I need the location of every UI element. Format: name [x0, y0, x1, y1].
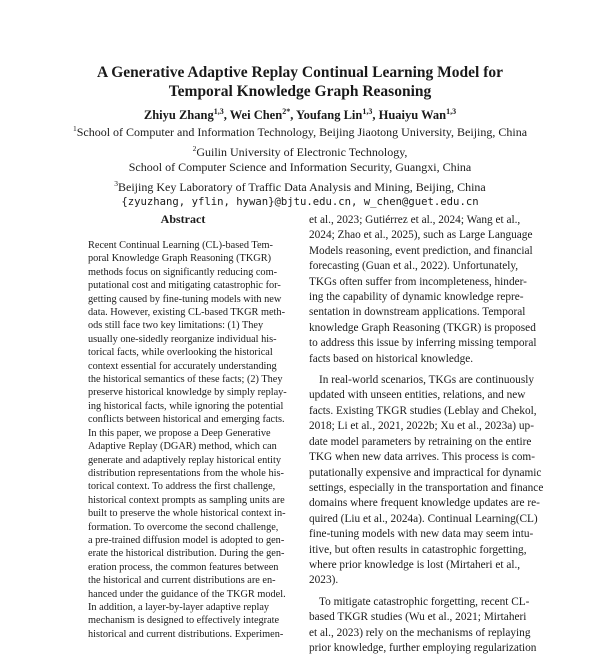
text-line: updated with unseen entities, relations, and new	[309, 389, 526, 402]
abstract-heading: Abstract	[160, 212, 206, 226]
affiliation-1: $^1$School of Computer and Information Technology, Beijing Jiaotong University, Beijing, China	[72, 124, 528, 139]
text-line: ing historical facts, while ignoring the potential	[88, 400, 284, 412]
text-line: In real-world scenarios, TKGs are continuously	[319, 374, 534, 387]
text-line: methods focus on significantly reducing com-	[88, 266, 278, 278]
text-line: conflicts between historical and emerging facts.	[88, 414, 285, 426]
text-line: to address this issue by inferring missing temporal	[309, 337, 537, 350]
text-line: formation. To overcome the second challenge,	[88, 521, 279, 533]
text-line: poral Knowledge Graph Reasoning (TKGR)	[88, 253, 272, 265]
text-line: To mitigate catastrophic forgetting, recent CL-	[319, 595, 530, 608]
text-line: mechanism is designed to effectively integrate	[88, 615, 280, 627]
text-line: In addition, a layer-by-layer adaptive replay	[88, 601, 270, 613]
text-line: based TKGR studies (Wu et al., 2021; Mirtaheri	[309, 611, 527, 624]
text-line: historical and current distributions. Experimen-	[88, 628, 284, 640]
text-line: forecasting (Guan et al., 2022). Unfortunately,	[309, 260, 519, 273]
text-line: fine-tuning models with new data may seem intu-	[309, 528, 534, 541]
introduction-column	[309, 213, 544, 656]
text-line: In this paper, we propose a Deep Generative	[88, 427, 271, 439]
title-line-2: Temporal Knowledge Graph Reasoning	[168, 83, 432, 100]
author-mark: 1,3	[446, 107, 457, 116]
text-line: date model parameters by retraining on the entire	[309, 435, 532, 448]
text-line: Recent Continual Learning (CL)-based Tem-	[88, 240, 273, 251]
text-line: historical context prompts as sampling units are	[88, 494, 285, 506]
text-line: putational cost and mitigating catastrophic for-	[88, 280, 281, 292]
author-mark: 1,3	[362, 107, 373, 116]
text-line: facts. Existing TKGR studies (Leblay and Chekol,	[309, 404, 537, 417]
paragraph-1	[309, 213, 537, 367]
text-line: et al., 2023; Gutiérrez et al., 2024; Wang et al.,	[309, 214, 521, 226]
affiliation-2b: School of Computer Science and Information Security, Guangxi, China	[128, 160, 472, 175]
email-list: {zyuzhang, yflin, hywan}@bjtu.edu.cn, w_chen@guet.edu.cn	[121, 196, 479, 209]
author-mark: 1,3	[213, 107, 224, 116]
text-line: torical context. To address the first challenge,	[88, 481, 276, 493]
text-line: the historical semantics of these facts; (2) They	[88, 374, 283, 386]
text-line: generate and adaptively replay historical entity	[88, 454, 281, 466]
text-line: where prior knowledge is lost (Mirtaheri et al.,	[309, 558, 521, 571]
text-line: the historical and current distributions are en-	[88, 575, 276, 587]
text-line: knowledge Graph Reasoning (TKGR) is proposed	[309, 321, 536, 334]
text-line: context essential for accurately understanding	[88, 360, 277, 372]
text-line: distribution representations from the whole his-	[88, 467, 284, 479]
text-line: 2024; Zhao et al., 2025), such as Large Language	[309, 229, 533, 242]
author-name: Youfang Lin	[295, 108, 363, 123]
text-line: sentation in downstream applications. Temporal	[309, 306, 526, 319]
text-line: itive, but often results in catastrophic forgetting,	[309, 543, 527, 556]
text-line: facts based on historical knowledge.	[309, 352, 474, 365]
affiliations	[40, 121, 560, 211]
text-line: ing the capability of dynamic knowledge repre-	[309, 291, 524, 304]
text-line: Models reasoning, event prediction, and financial	[309, 244, 533, 257]
text-line: torical facts, while overlooking the historical	[88, 347, 273, 359]
text-line: hanced under the guidance of the TKGR model.	[88, 588, 286, 600]
text-line: quired (Liu et al., 2024a). Continual Learning(CL)	[309, 512, 538, 525]
text-line: preserve historical knowledge by simply replay-	[88, 387, 287, 399]
title-line-1: A Generative Adaptive Replay Continual Learning Model for	[96, 64, 503, 81]
text-line: ods still face two key limitations: (1) They	[88, 320, 264, 332]
text-line: usually one-sidedly reorganize individual his-	[88, 333, 277, 345]
text-line: prior knowledge, further employing regularization	[309, 641, 537, 654]
text-line: TKG when new data arrives. This process is com-	[309, 451, 535, 464]
paragraph-2	[309, 373, 544, 589]
text-line: built to preserve the whole historical context in-	[88, 508, 286, 520]
text-line: data. However, existing CL-based TKGR meth-	[88, 307, 285, 319]
text-line: getting caused by fine-tuning models with new	[88, 293, 282, 305]
text-line: putationally expensive and impractical for dynamic	[309, 466, 542, 479]
text-line: domains where frequent knowledge updates are re-	[309, 497, 540, 510]
paper-title	[60, 63, 540, 101]
text-line: Adaptive Replay (DGAR) method, which can	[88, 441, 277, 453]
author-name: Huaiyu Wan	[378, 108, 447, 123]
text-line: a pre-trained diffusion model is adopted to gen-	[88, 534, 285, 546]
author-name: Zhiyu Zhang	[143, 108, 214, 123]
affiliation-2: $^2$Guilin University of Electronic Technology,	[192, 143, 408, 159]
author-list: Zhiyu Zhang$^{1,3}$, Wei Chen$^{2*}$, Youfang Lin$^{1,3}$, Huaiyu Wan$^{1,3}$	[143, 107, 457, 123]
text-line: 2023).	[309, 574, 339, 587]
text-line: eration process, the common features between	[88, 561, 279, 573]
paragraph-3	[309, 595, 537, 656]
abstract-body	[88, 239, 287, 641]
text-line: erate the historical distribution. During the gen-	[88, 548, 285, 560]
text-line: TKGs often suffer from incompleteness, hinder-	[309, 275, 527, 288]
author-mark: 2*	[282, 107, 291, 116]
text-line: et al., 2023) rely on the mechanisms of replaying	[309, 626, 531, 639]
author-name: Wei Chen	[229, 108, 283, 123]
text-line: 2018; Li et al., 2021, 2022b; Xu et al., 2023a) up-	[309, 420, 534, 433]
affiliation-3: $^3$Beijing Key Laboratory of Traffic Data Analysis and Mining, Beijing, China	[114, 178, 486, 194]
text-line: settings, especially in the transportation and finance	[309, 481, 544, 494]
